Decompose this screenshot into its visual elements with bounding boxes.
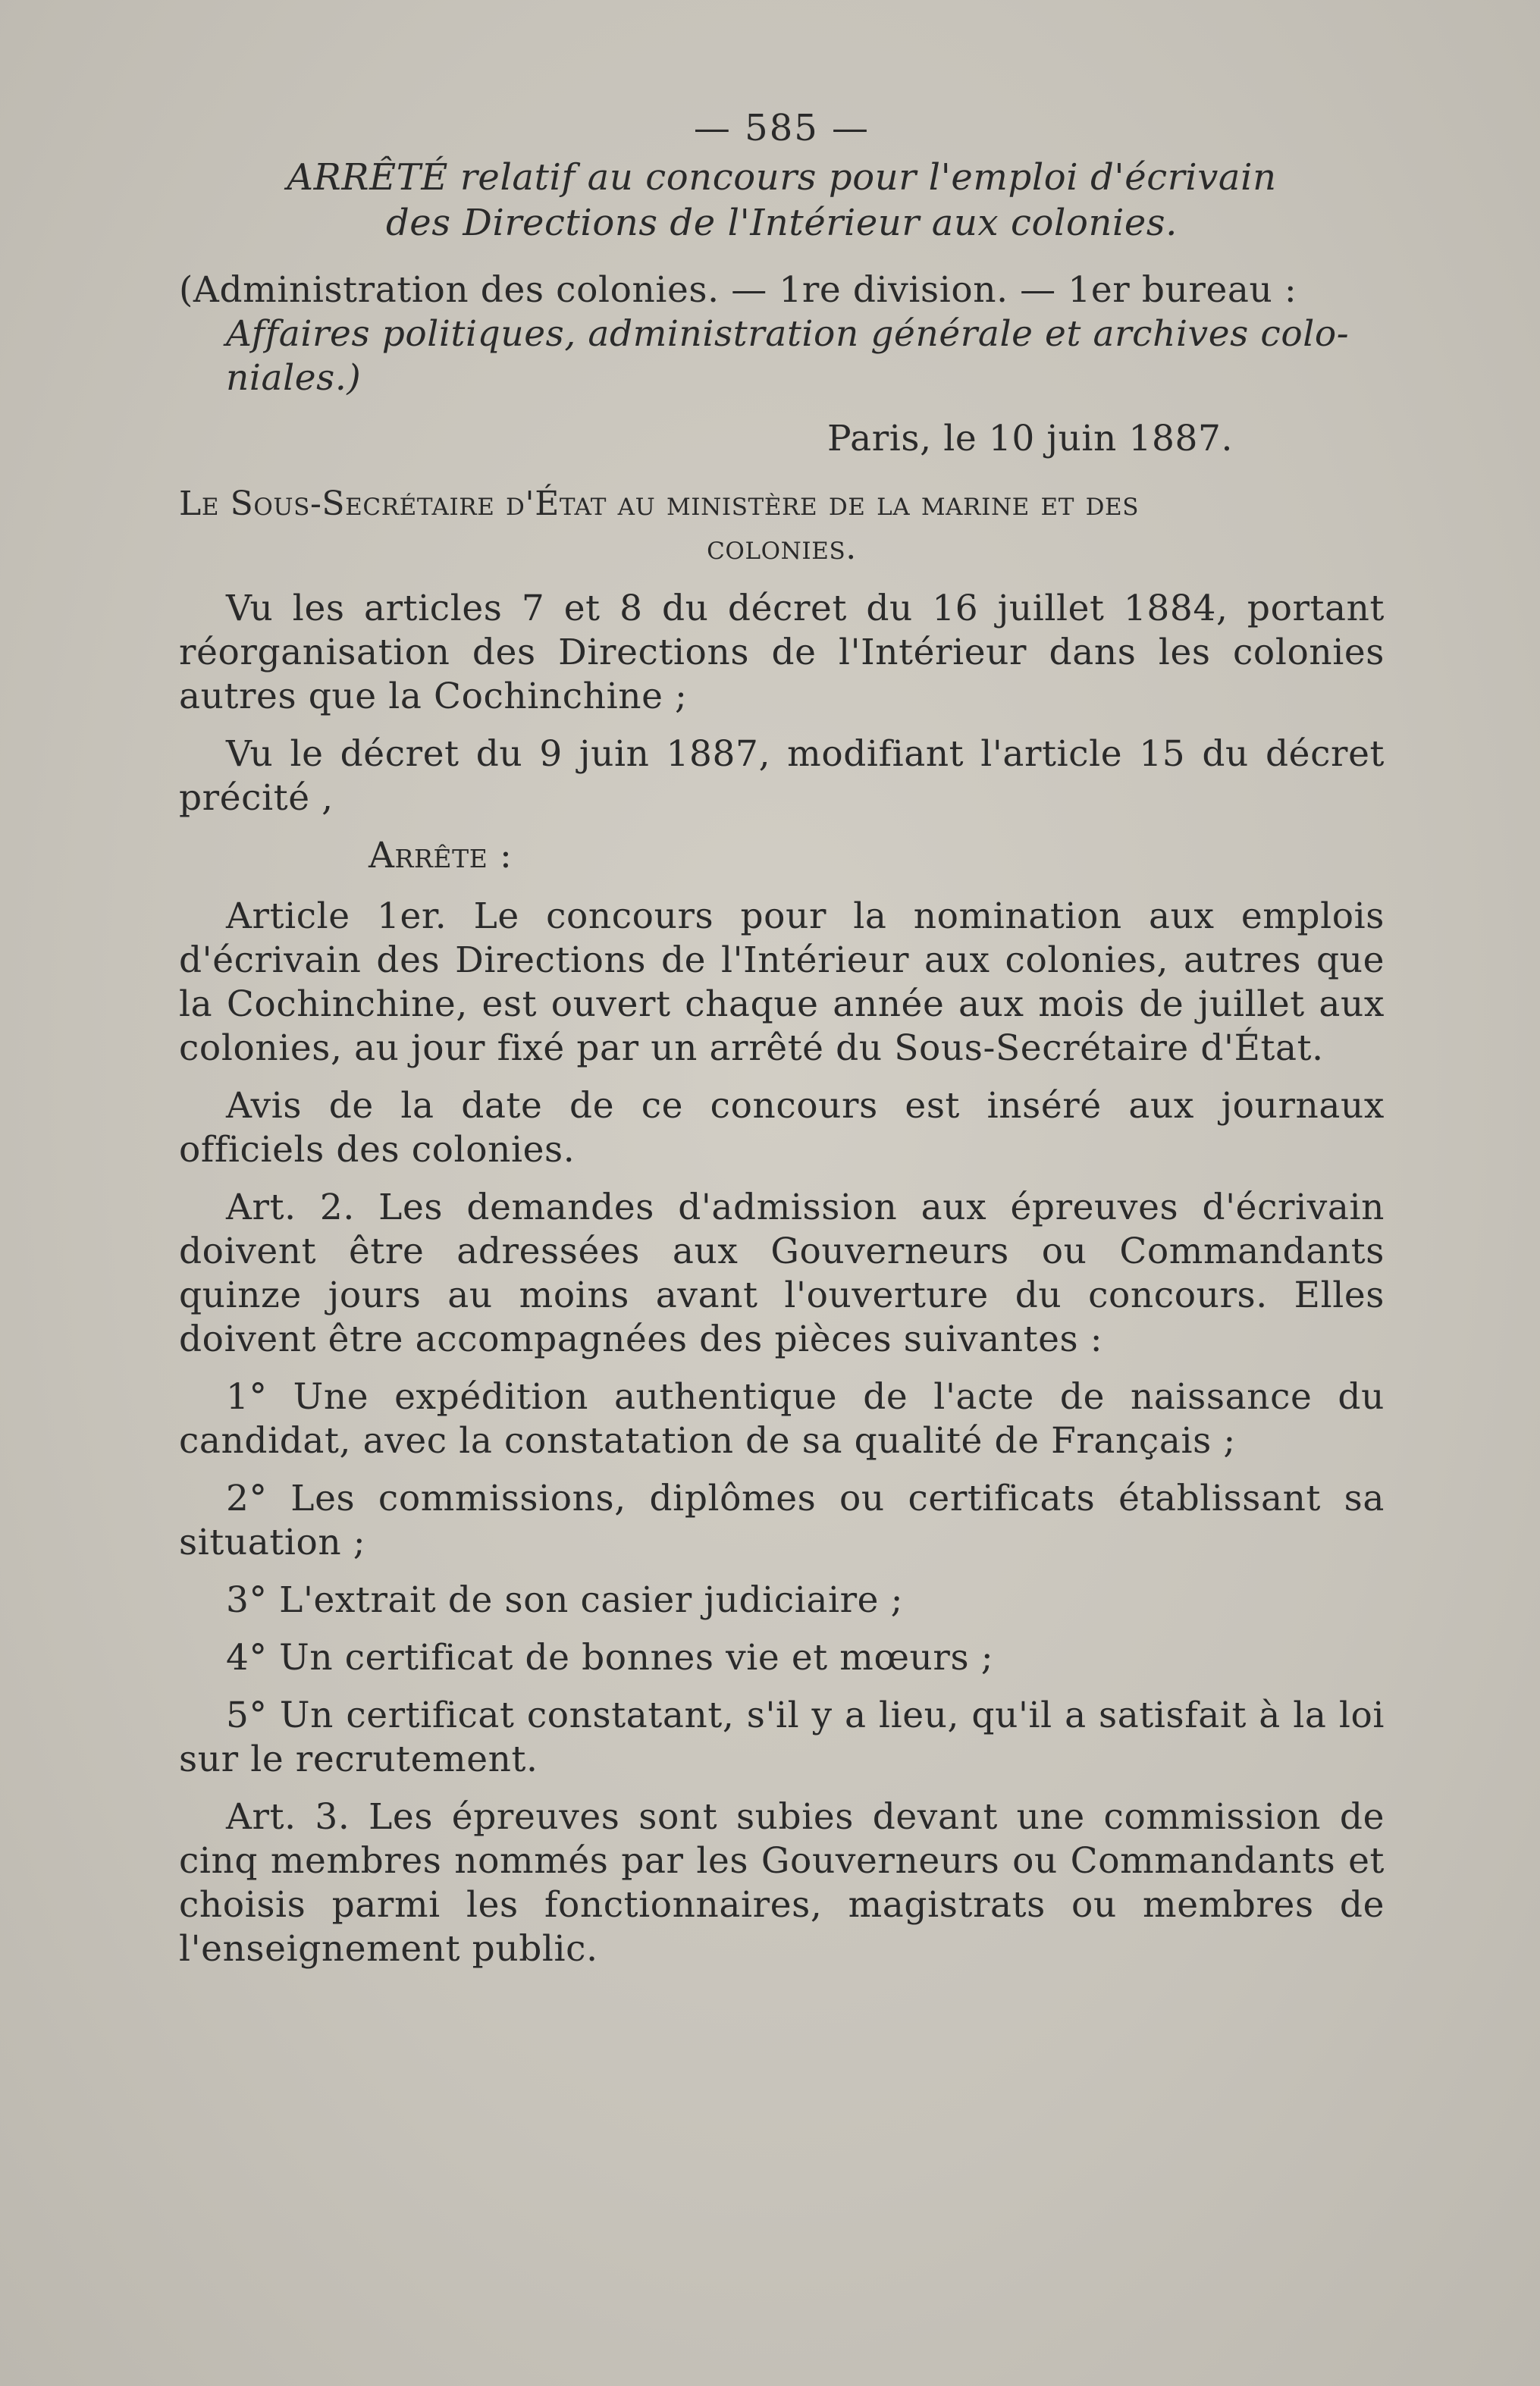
place-date: Paris, le 10 juin 1887. [827,418,1233,459]
admin-line-3: niales.) [226,357,362,399]
title-line-1: ARRÊTÉ relatif au concours pour l'emploi d'écrivain [287,156,1277,199]
document-title [179,155,1385,246]
list-item-4: 4° Un certificat de bonnes vie et mœurs ; [226,1637,994,1679]
article-3: Art. 3. Les épreuves sont subies devant une commission de cinq membres nommés par les Gouverneurs ou Commandants et choisis parmi les fonctionnaires, magistrats ou membres de l'enseignement public. [179,1796,1385,1970]
vu-paragraph-2: Vu le décret du 9 juin 1887, modifiant l'article 15 du décret précité , [179,733,1385,819]
page-content [179,106,1385,1985]
arrete-heading: Arrête : [369,835,513,876]
list-item-3: 3° L'extrait de son casier judiciaire ; [226,1579,904,1621]
admin-line-2: Affaires politiques, administration générale et archives colo- [226,313,1350,355]
article-2: Art. 2. Les demandes d'admission aux épreuves d'écrivain doivent être adressées aux Gouverneurs ou Commandants quinze jours au moins avant l'ouverture du concours. Elles doivent être accompagnées des pièces suivantes : [179,1187,1385,1360]
minister-line-2: colonies. [707,528,857,567]
article-1-avis: Avis de la date de ce concours est inséré aux journaux officiels des colonies. [179,1085,1385,1171]
page-number: — 585 — [693,107,870,149]
list-item-2: 2° Les commissions, diplômes ou certificats établissant sa situation ; [179,1478,1385,1563]
minister-line-1: Le Sous-Secrétaire d'État au ministère de la marine et des [179,484,1140,523]
vu-paragraph-1: Vu les articles 7 et 8 du décret du 16 juillet 1884, portant réorganisation des Directions de l'Intérieur dans les colonies autres que la Cochinchine ; [179,588,1385,717]
admin-line-1: (Administration des colonies. — 1re division. — 1er bureau : [179,269,1297,311]
administration-reference [179,268,1385,400]
article-1: Article 1er. Le concours pour la nomination aux emplois d'écrivain des Directions de l'Intérieur aux colonies, autres que la Cochinchine, est ouvert chaque année aux mois de juillet aux colonies, au jour fixé par un arrêté du Sous-Secrétaire d'État. [179,895,1385,1069]
list-item-1: 1° Une expédition authentique de l'acte de naissance du candidat, avec la constatation de sa qualité de Français ; [179,1376,1385,1462]
title-line-2: des Directions de l'Intérieur aux colonies. [385,202,1178,244]
list-item-5: 5° Un certificat constatant, s'il y a lieu, qu'il a satisfait à la loi sur le recrutement. [179,1695,1385,1780]
minister-heading [179,482,1385,570]
